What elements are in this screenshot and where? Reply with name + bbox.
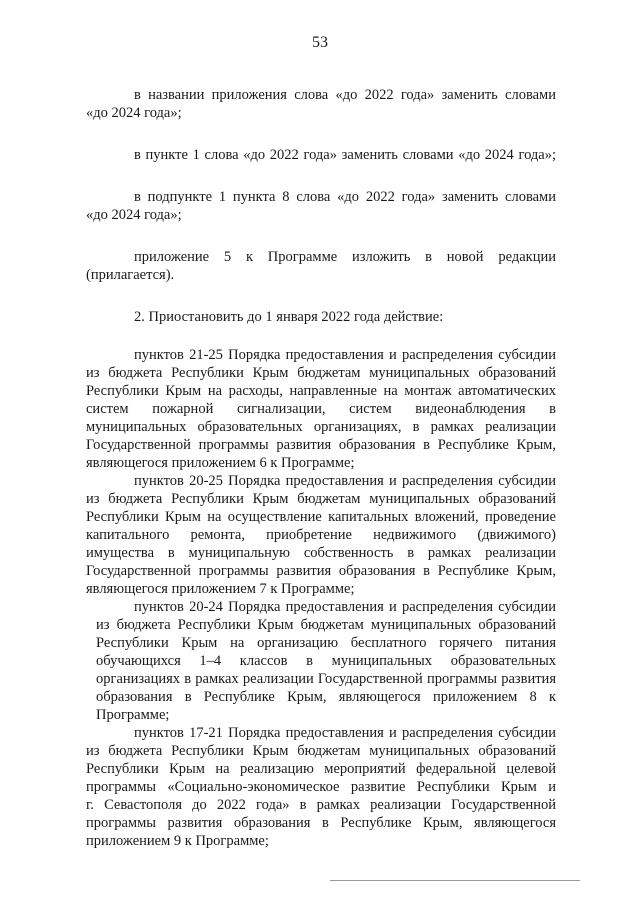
text-line: являющегося приложением 7 к Программе;	[86, 581, 355, 597]
text-line: Республики Крым на реализацию мероприятий федеральной целевой	[86, 761, 556, 777]
text-line: Программе;	[96, 707, 170, 723]
paragraph-appendix-5	[86, 248, 556, 284]
paragraph-points-20-24	[86, 598, 556, 724]
text-line: программы «Социально-экономическое развитие Республики Крым и	[86, 779, 556, 795]
paragraph-point-1	[86, 146, 556, 164]
text-line: пунктов 17-21 Порядка предоставления и распределения субсидии	[134, 725, 556, 741]
text-line: 2. Приостановить до 1 января 2022 года действие:	[134, 309, 444, 325]
text-line: «до 2024 года»;	[86, 105, 182, 121]
paragraph-subpoint-8	[86, 188, 556, 224]
text-line: из бюджета Республики Крым бюджетам муниципальных образований	[86, 365, 556, 381]
text-line: приложением 9 к Программе;	[86, 833, 269, 849]
text-line: являющегося приложением 6 к Программе;	[86, 455, 355, 471]
text-line: в пункте 1 слова «до 2022 года» заменить словами «до 2024 года»;	[134, 147, 556, 163]
text-line: из бюджета Республики Крым бюджетам муниципальных образований	[96, 617, 556, 633]
text-line: организациях в рамках реализации Государственной программы развития	[96, 671, 556, 687]
text-line: систем пожарной сигнализации, систем видеонаблюдения в	[86, 401, 556, 417]
text-line: программы развития образования в Республике Крым, являющегося	[86, 815, 556, 831]
text-line: муниципальных образовательных организациях, в рамках реализации	[86, 419, 556, 435]
text-line: из бюджета Республики Крым бюджетам муниципальных образований	[86, 743, 556, 759]
text-line: Республики Крым на организацию бесплатного горячего питания	[96, 635, 556, 651]
paragraph-points-17-21	[86, 724, 556, 850]
paragraph-rename-appendix	[86, 86, 556, 122]
page-number: 53	[312, 34, 328, 51]
text-line: имущества в муниципальную собственность в рамках реализации	[86, 545, 556, 561]
text-line: «до 2024 года»;	[86, 207, 182, 223]
text-line: в подпункте 1 пункта 8 слова «до 2022 года» заменить словами	[134, 189, 556, 205]
scan-edge-line	[330, 880, 580, 881]
text-line: Государственной программы развития образования в Республике Крым,	[86, 437, 556, 453]
text-line: приложение 5 к Программе изложить в новой редакции	[134, 249, 556, 265]
paragraph-points-20-25	[86, 472, 556, 598]
text-line: пунктов 20-25 Порядка предоставления и распределения субсидии	[134, 473, 556, 489]
text-line: в названии приложения слова «до 2022 года» заменить словами	[134, 87, 556, 103]
text-line: г. Севастополя до 2022 года» в рамках реализации Государственной	[86, 797, 556, 813]
paragraph-suspend-heading	[86, 308, 556, 326]
text-line: Государственной программы развития образования в Республике Крым,	[86, 563, 556, 579]
paragraph-points-21-25	[86, 346, 556, 472]
text-line: из бюджета Республики Крым бюджетам муниципальных образований	[86, 491, 556, 507]
document-body	[86, 86, 556, 850]
text-line: Республики Крым на осуществление капитальных вложений, проведение	[86, 509, 556, 525]
text-line: Республики Крым на расходы, направленные на монтаж автоматических	[86, 383, 556, 399]
text-line: капитального ремонта, приобретение недвижимого (движимого)	[86, 527, 556, 543]
text-line: образования в Республике Крым, являющегося приложением 8 к	[96, 689, 556, 705]
text-line: (прилагается).	[86, 267, 175, 283]
text-line: пунктов 21-25 Порядка предоставления и распределения субсидии	[134, 347, 556, 363]
text-line: пунктов 20-24 Порядка предоставления и распределения субсидии	[134, 599, 556, 615]
text-line: обучающихся 1–4 классов в муниципальных образовательных	[96, 653, 556, 669]
